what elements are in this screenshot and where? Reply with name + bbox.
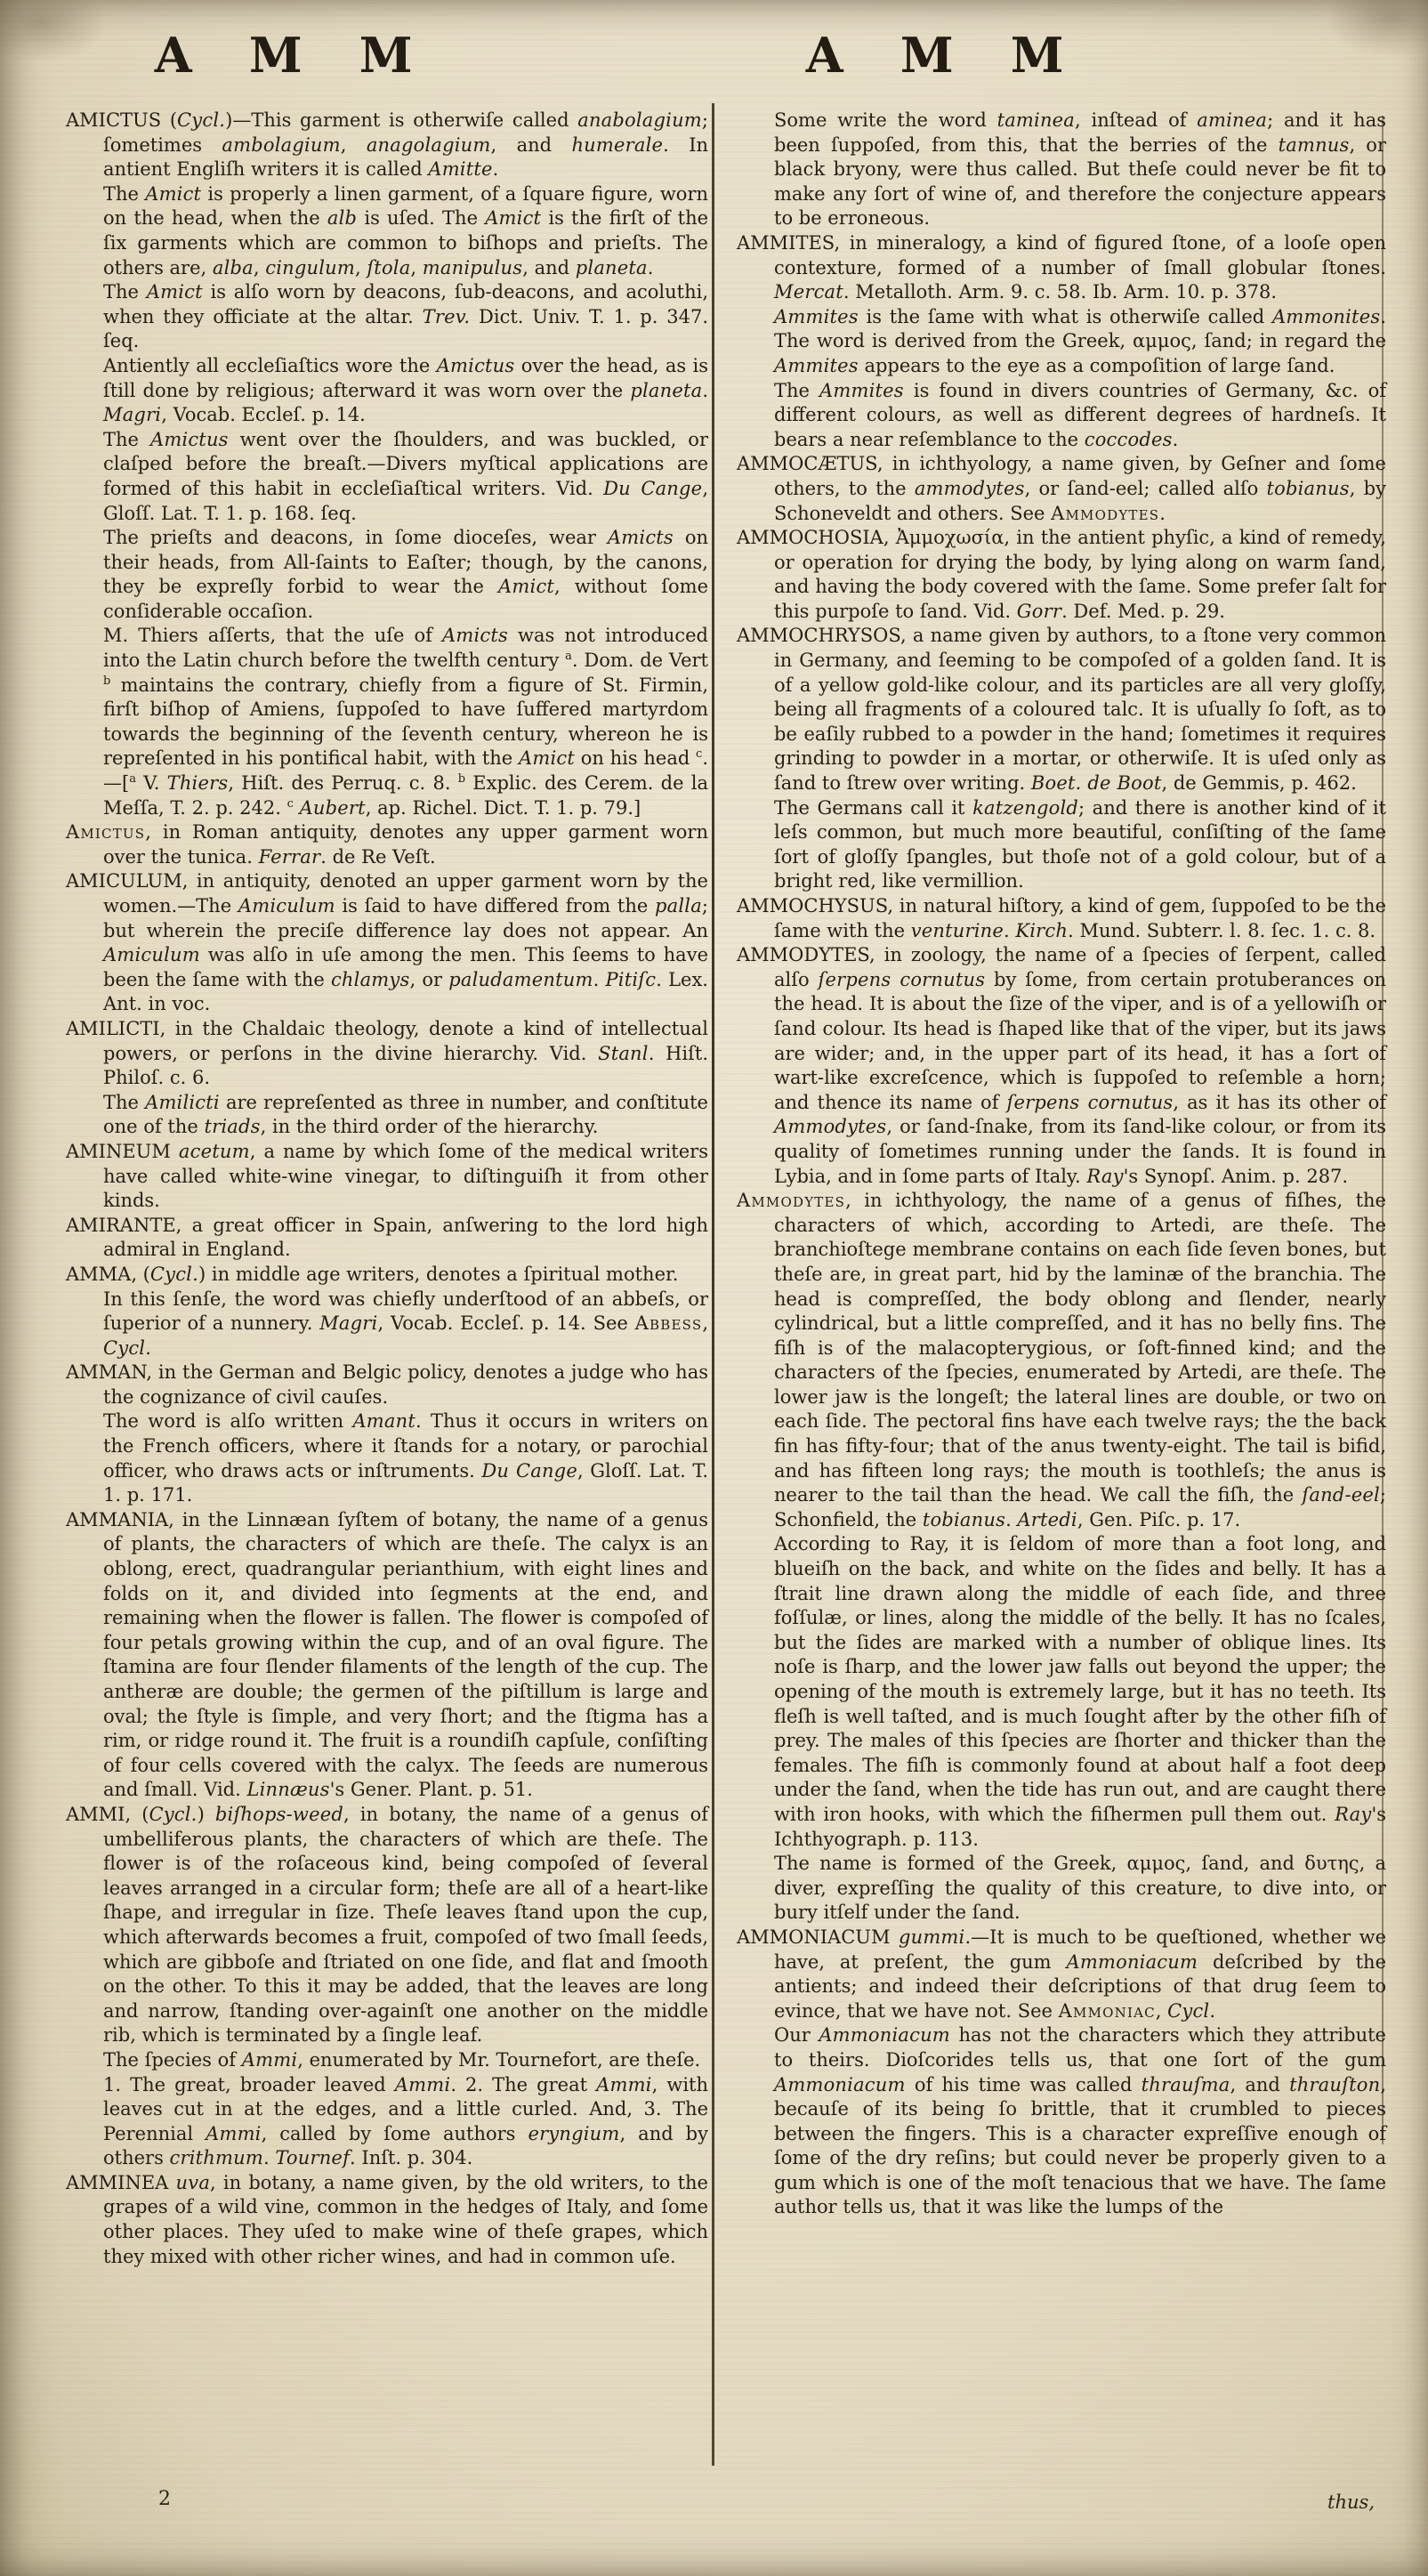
paragraph: The word is alſo written Amant. Thus it occurs in writers on the French officers, where it ſtands for a notary, or parochial officer, who draws acts or inſtruments. Du Cange, Gloſſ. Lat. T. 1. p. 171. [103,1410,708,1506]
right-column [737,109,1386,2220]
paragraph: The ſpecies of Ammi, enumerated by Mr. Tournefort, are theſe. [103,2048,701,2071]
corner-smudge [1326,0,1428,58]
paragraph: Our Ammoniacum has not the characters which they attribute to theirs. Dioſcorides tells us, that one ſort of the gum Ammoniacum of his time was called thrauſma, and thrauſton, becauſe of its being ſo brittle, that it crumbled to pieces between the fingers. This is a character expreſſive enough of ſome of the dry reſins; but could never be properly given to a gum which is one of the moſt tenacious that we have. The ſame author tells us, that it was like the lumps of the [774,2024,1386,2218]
paragraph: AMILICTI, in the Chaldaic theology, denote a kind of intellectual powers, or perſons in the divine hierarchy. Vid. Stanl. Hiſt. Philoſ. c. 6. [66,1017,708,1089]
paragraph: AMICTUS (Cycl.)—This garment is otherwiſe called anabolagium; ſometimes ambolagium, anagolagium, and humerale. In antient Engliſh writers it is called Amitte. [66,109,709,181]
left-running-title: A M M [154,27,433,84]
paragraph: AMMOCHRYSOS, a name given by authors, to a ſtone very common in Germany, and ſeeming to be compoſed of a golden ſand. It is of a yellow gold-like colour, and its particles are all very gloſſy, being all fragments of a coloured talc. It is uſually ſo ſoft, as to be eaſily rubbed to a powder in the hand; ſometimes it requires grinding to powder in a mortar, or otherwiſe. It is uſed only as ſand to ſtrew over writing. Boet. de Boot, de Gemmis, p. 462. [737,625,1386,795]
paragraph: Antiently all eccleſiaſtics wore the Amictus over the head, as is ſtill done by religious; afterward it was worn over the planeta. Magri, Vocab. Eccleſ. p. 14. [103,354,708,426]
paragraph: The Amict is properly a linen garment, of a ſquare figure, worn on the head, when the alb is uſed. The Amict is the firſt of the ſix garments which are common to biſhops and prieſts. The others are, alba, cingulum, ſtola, manipulus, and planeta. [103,182,709,279]
paragraph: AMICULUM, in antiquity, denoted an upper garment worn by the women.—The Amiculum is ſaid to have differed from the palla; but wherein the preciſe difference lay does not appear. An Amiculum was alſo in uſe among the men. This ſeems to have been the ſame with the chlamys, or paludamentum. Pitiſc. Lex. Ant. in voc. [66,870,708,1015]
right-running-title: A M M [805,27,1085,84]
paragraph: 1. The great, broader leaved Ammi. 2. The great Ammi, with leaves cut in at the edges, and a little curled. And, 3. The Perennial Ammi, called by ſome authors eryngium, and by others crithmum. Tournef. Inſt. p. 304. [103,2073,708,2169]
paragraph: Ammites is the ſame with what is otherwiſe called Ammonites. The word is derived from the Greek, αμμος, ſand; in regard the Ammites appears to the eye as a compoſition of large ſand. [774,305,1386,376]
paragraph: Amictus, in Roman antiquity, denotes any upper garment worn over the tunica. Ferrar. de Re Veſt. [66,821,708,868]
paragraph: The name is formed of the Greek, αμμος, ſand, and δυτης, a diver, expreſſing the quality of this creature, to dive into, or bury itſelf under the ſand. [774,1853,1386,1924]
paragraph: In this ſenſe, the word was chiefly underſtood of an abbeſs, or ſuperior of a nunnery. Magri, Vocab. Eccleſ. p. 14. See Abbess, Cycl. [103,1288,708,1359]
paragraph: Some write the word taminea, inſtead of aminea; and it has been ſuppoſed, from this, that the berries of the tamnus, or black bryony, were thus called. But theſe could never be fit to make any ſort of wine of, and therefore the conjecture appears to be erroneous. [774,109,1386,230]
corner-smudge [0,0,107,62]
paragraph: AMMINEA uva, in botany, a name given, by the old writers, to the grapes of a wild vine, common in the hedges of Italy, and ſome other places. They uſed to make wine of theſe grapes, which they mixed with other richer wines, and had in common uſe. [66,2171,708,2267]
paragraph: AMINEUM acetum, a name by which ſome of the medical writers have called white-wine vinegar, to diſtinguiſh it from other kinds. [66,1140,708,1212]
paragraph: AMIRANTE, a great officer in Spain, anſwering to the lord high admiral in England. [66,1214,708,1261]
paragraph: The Ammites is found in divers countries of Germany, &c. of different colours, as well as different degrees of hardneſs. It bears a near reſemblance to the coccodes. [774,379,1387,450]
paragraph: M. Thiers aſſerts, that the uſe of Amicts was not introduced into the Latin church before the twelfth century $^a$. Dom. de Vert $^b$ maintains the contrary, chiefly from a figure of St. Firmin, firſt biſhop of Amiens, ſuppoſed to have ſuffered martyrdom towards the beginning of the ſeventh century, whereon he is repreſented in his pontifical habit, with the Amict on his head $^c$.—[$^a$ V. Thiers, Hiſt. des Perruq. c. 8. $^b$ Explic. des Cerem. de la Meſſa, T. 2. p. 242. $^c$ Aubert, ap. Richel. Dict. T. 1. p. 79.] [103,625,708,819]
paragraph: The Amictus went over the ſhoulders, and was buckled, or claſped before the breaſt.—Divers myſtical applications are formed of this habit in eccleſiaſtical writers. Vid. Du Cange, Gloſſ. Lat. T. 1. p. 168. ſeq. [103,428,708,524]
paragraph: AMMOCHOSIA, Ἀμμοχωσία, in the antient phyſic, a kind of remedy, or operation for drying the body, by lying along on warm ſand, and having the body covered with the ſame. Some prefer ſalt for this purpoſe to ſand. Vid. Gorr. Def. Med. p. 29. [737,527,1386,622]
paragraph: AMMI, (Cycl.) biſhops-weed, in botany, the name of a genus of umbelliferous plants, the characters of which are theſe. The flower is of the roſaceous kind, being compoſed of ſeveral leaves arranged in a circular form; theſe are all of a heart-like ſhape, and irregular in ſize. Theſe leaves ſtand upon the cup, which afterwards becomes a fruit, compoſed of two ſmall ſeeds, which are gibboſe and ſtriated on one ſide, and flat and ſmooth on the other. To this it may be added, that the leaves are long and narrow, ſtanding over-againſt one another on the middle rib, which is terminated by a ſingle leaf. [66,1803,709,2047]
paragraph: AMMANIA, in the Linnæan ſyſtem of botany, the name of a genus of plants, the characters of which are theſe. The calyx is an oblong, erect, quadrangular perianthium, with eight lines and folds on it, and divided into ſegments at the end, and remaining when the flower is fallen. The flower is compoſed of four petals growing within the cup, and of an oval figure. The ſtamina are four ſlender filaments of the length of the cup. The antheræ are double; the germen of the piſtillum is large and oval; the ſtyle is ſimple, and very ſhort; and the ſtigma has a rim, or ridge round it. The fruit is a roundiſh capſule, conſiſting of four cells covered with the calyx. The ſeeds are numerous and ſmall. Vid. Linnæus's Gener. Plant. p. 51. [66,1508,708,1801]
signature-mark: 2 [158,2488,171,2510]
paragraph: Ammodytes, in ichthyology, the name of a genus of fiſhes, the characters of which, according to Artedi, are theſe. The branchioſtege membrane contains on each ſide ſeven bones, but theſe are, in great part, hid by the laminæ of the branchia. The head is compreſſed, the body oblong and ſlender, nearly cylindrical, but a little compreſſed, and it has no belly fins. The fiſh is of the malacopterygious, or ſoft-finned kind; and the characters of the ſpecies, enumerated by Artedi, are theſe. The lower jaw is the longeſt; the lateral lines are double, or two on each ſide. The pectoral fins have each twelve rays; the the back fin has fifty-four; that of the anus twenty-eight. The tail is bifid, and has fifteen long rays; the mouth is toothleſs; the anus is nearer to the tail than the head. We call the fiſh, the ſand-eel; Schonfield, the tobianus. Artedi, Gen. Piſc. p. 17. [737,1190,1386,1530]
paragraph: AMMA, (Cycl.) in middle age writers, denotes a ſpiritual mother. [66,1263,679,1285]
paragraph: AMMODYTES, in zoology, the name of a ſpecies of ſerpent, called alſo ſerpens cornutus by ſome, from certain protuberances on the head. It is about the ſize of the viper, and is of a yellowiſh or ſand colour. Its head is ſhaped like that of the viper, but its jaws are wider; and, in the upper part of its head, it has a ſort of wart-like excreſcence, which is ſuppoſed to reſemble a horn; and thence its name of ſerpens cornutus, as it has its other of Ammodytes, or ſand-ſnake, from its ſand-like colour, or from its quality of ſometimes running under the ſands. It is found in Lybia, and in ſome parts of Italy. Ray's Synopſ. Anim. p. 287. [737,944,1387,1187]
column-divider-rule [712,103,714,2466]
paragraph: The Amilicti are repreſented as three in number, and conſtitute one of the triads, in the third order of the hierarchy. [103,1091,708,1138]
paragraph: According to Ray, it is ſeldom of more than a foot long, and blueiſh on the back, and white on the ſides and belly. It has a ſtrait line drawn along the middle of each ſide, and three foſſulæ, or lines, along the middle of the belly. It has no ſcales, but the ſides are marked with a number of oblique lines. Its noſe is ſharp, and the lower jaw falls out beyond the upper; the opening of the mouth is extremely large, but it has no teeth. Its fleſh is well taſted, and is much ſought after by the other fiſh of prey. The males of this ſpecies are ſhorter and thicker than the females. The fiſh is commonly found at about half a foot deep under the ſand, when the tide has run out, and are caught there with iron hooks, with which the fiſhermen pull them out. Ray's Ichthyograph. p. 113. [774,1533,1386,1850]
paragraph: AMMITES, in mineralogy, a kind of figured ſtone, of a looſe open contexture, formed of a number of ſmall globular ſtones. Mercat. Metalloth. Arm. 9. c. 58. Ib. Arm. 10. p. 378. [737,231,1386,303]
catchword: thus, [1327,2491,1375,2513]
paragraph: AMMOCÆTUS, in ichthyology, a name given, by Geſner and ſome others, to the ammodytes, or ſand-eel; called alſo tobianus, by Schoneveldt and others. See Ammodytes. [737,453,1386,524]
paragraph: The prieſts and deacons, in ſome dioceſes, wear Amicts on their heads, from All-ſaints to Eaſter; though, by the canons, they be expreſly forbid to wear the Amict, without ſome conſiderable occaſion. [103,527,709,622]
paragraph: AMMONIACUM gummi.—It is much to be queſtioned, whether we have, at preſent, the gum Ammoniacum deſcribed by the antients; and indeed their deſcriptions of that drug ſeem to evince, that we have not. See Ammoniac, Cycl. [737,1926,1387,2022]
paragraph: AMMAN, in the German and Belgic policy, denotes a judge who has the cognizance of civil cauſes. [66,1361,708,1408]
paragraph: AMMOCHYSUS, in natural hiſtory, a kind of gem, ſuppoſed to be the ſame with the venturine. Kirch. Mund. Subterr. l. 8. ſec. 1. c. 8. [737,895,1386,941]
paragraph: The Germans call it katzengold; and there is another kind of it leſs common, but much more beautiful, conſiſting of the ſame ſort of gloſſy ſpangles, but thoſe not of a gold colour, but of a bright red, like vermillion. [774,796,1386,892]
left-column [66,109,708,2269]
paragraph: The Amict is alſo worn by deacons, ſub-deacons, and acoluthi, when they officiate at the altar. Trev. Dict. Univ. T. 1. p. 347. ſeq. [103,281,708,352]
